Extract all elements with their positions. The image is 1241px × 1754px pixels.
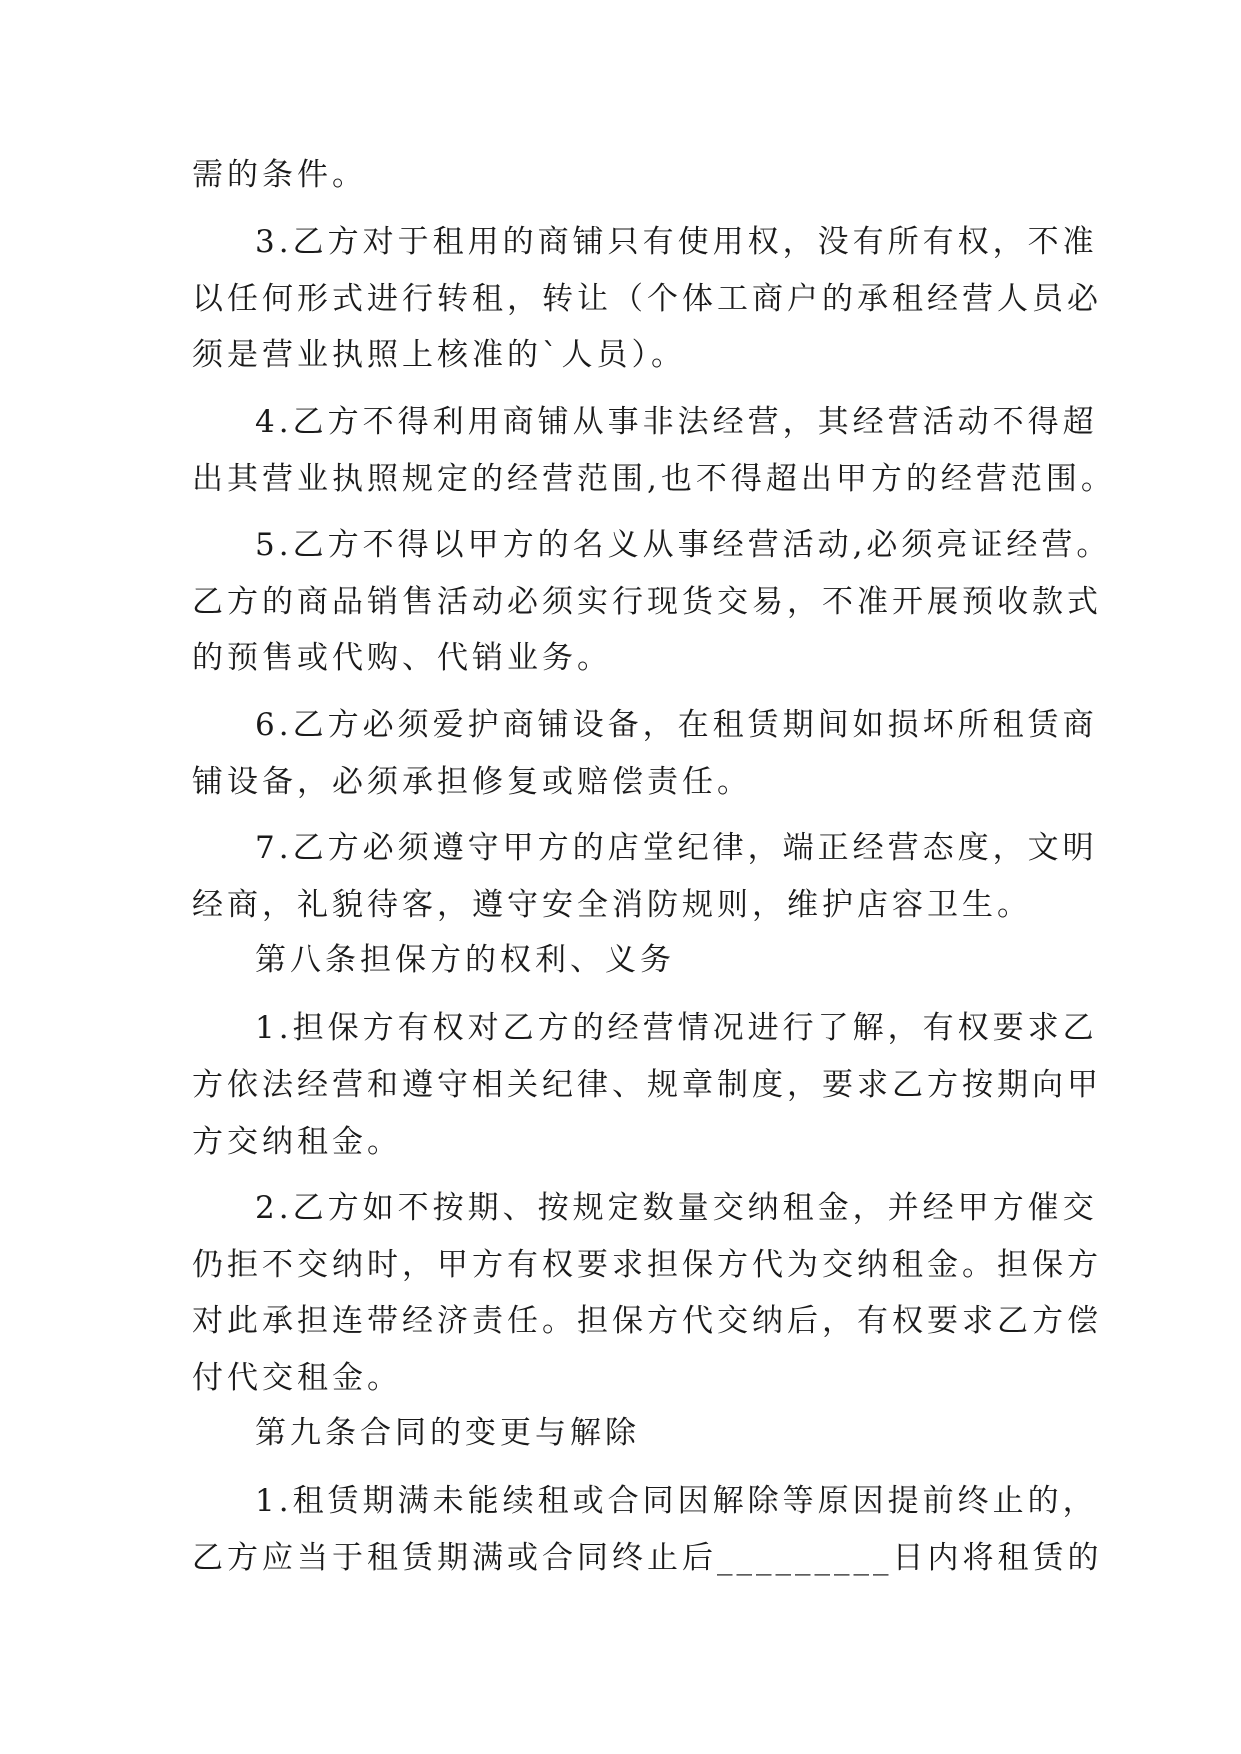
text-line: 4.乙方不得利用商铺从事非法经营，其经营活动不得超: [255, 404, 1098, 440]
text-line: 5.乙方不得以甲方的名义从事经营活动,必须亮证经营。: [255, 527, 1112, 563]
section-heading: 第八条担保方的权利、义务: [255, 942, 675, 978]
section-heading: 第九条合同的变更与解除: [255, 1415, 640, 1451]
text-line: 2.乙方如不按期、按规定数量交纳租金，并经甲方催交: [255, 1190, 1098, 1226]
text-line: 1.租赁期满未能续租或合同因解除等原因提前终止的，: [255, 1483, 1098, 1519]
text-line: 7.乙方必须遵守甲方的店堂纪律，端正经营态度，文明: [255, 830, 1098, 866]
text-line: 以任何形式进行转租，转让（个体工商户的承租经营人员必: [192, 281, 1102, 317]
text-line: 付代交租金。: [192, 1360, 402, 1396]
text-line: 需的条件。: [192, 157, 367, 193]
text-line: 6.乙方必须爱护商铺设备，在租赁期间如损坏所租赁商: [255, 707, 1098, 743]
text-line: 的预售或代购、代销业务。: [192, 640, 612, 676]
text-line: 须是营业执照上核准的`人员）。: [192, 337, 686, 373]
text-line: 方交纳租金。: [192, 1124, 402, 1160]
text-line: 方依法经营和遵守相关纪律、规章制度，要求乙方按期向甲: [192, 1067, 1102, 1103]
text-line: 仍拒不交纳时，甲方有权要求担保方代为交纳租金。担保方: [192, 1247, 1102, 1283]
text-line: 出其营业执照规定的经营范围,也不得超出甲方的经营范围。: [192, 461, 1116, 497]
text-line: 3.乙方对于租用的商铺只有使用权，没有所有权，不准: [255, 224, 1098, 260]
text-line: 1.担保方有权对乙方的经营情况进行了解，有权要求乙: [255, 1010, 1098, 1046]
text-line: 经商，礼貌待客，遵守安全消防规则，维护店容卫生。: [192, 887, 1032, 923]
text-line: 乙方应当于租赁期满或合同终止后_________日内将租赁的: [192, 1540, 1103, 1576]
text-line: 铺设备，必须承担修复或赔偿责任。: [192, 764, 752, 800]
text-line: 对此承担连带经济责任。担保方代交纳后，有权要求乙方偿: [192, 1303, 1102, 1339]
text-line: 乙方的商品销售活动必须实行现货交易，不准开展预收款式: [192, 584, 1102, 620]
